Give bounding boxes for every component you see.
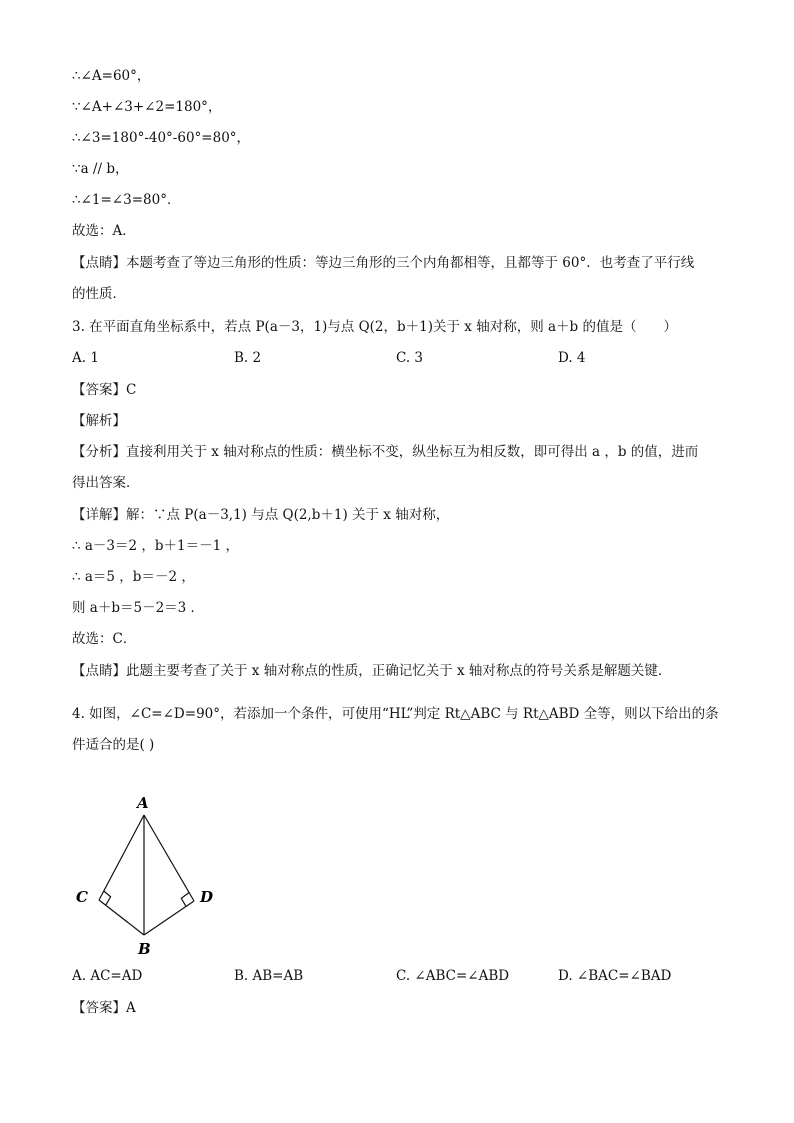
text-line: ∴∠1=∠3=80°． (72, 192, 181, 208)
q4-option-a: A. AC=AD (72, 968, 143, 984)
segment-ac (99, 815, 144, 900)
q3-answer: 【答案】C (72, 382, 137, 398)
q3-step1: ∴ a－3＝2 ，b＋1＝－1 ， (72, 538, 240, 554)
q4-option-b: B. AB=AB (234, 968, 304, 984)
text-line: 的性质． (72, 286, 126, 302)
kite-figure (64, 785, 234, 965)
q3-fenxi: 【分析】直接利用关于 x 轴对称点的性质：横坐标不变，纵坐标互为相反数，即可得出 a ，b 的值，进而 (72, 444, 699, 460)
text-line: ∴∠3=180°-40°-60°=80°， (72, 130, 251, 146)
text-line: 故选：A． (72, 223, 136, 239)
q4-option-d: D. ∠BAC=∠BAD (558, 968, 672, 984)
label-c: C (76, 888, 88, 906)
right-angle-mark-d (181, 893, 189, 907)
q3-option-c: C. 3 (396, 350, 424, 366)
text-line: ∴∠A=60°， (72, 68, 151, 84)
q3-fenxi-cont: 得出答案． (72, 475, 140, 491)
q3-option-d: D. 4 (558, 350, 586, 366)
q4-option-c: C. ∠ABC=∠ABD (396, 968, 510, 984)
q3-dianjing: 【点睛】此题主要考查了关于 x 轴对称点的性质，正确记忆关于 x 轴对称点的符号关系是解题关键． (72, 663, 672, 679)
q3-step2: ∴ a＝5 ，b＝－2 ， (72, 569, 195, 585)
right-angle-mark-c (104, 891, 111, 905)
dianjing-line: 【点睛】本题考查了等边三角形的性质：等边三角形的三个内角都相等，且都等于 60°．也考查了平行线 (72, 255, 695, 271)
q3-jiexi: 【解析】 (72, 413, 126, 429)
segment-cb (99, 900, 144, 935)
label-d: D (200, 888, 214, 906)
q3-option-b: B. 2 (234, 350, 262, 366)
q3-xiangjie: 【详解】解：∵点 P(a－3,1) 与点 Q(2,b＋1) 关于 x 轴对称， (72, 507, 450, 523)
q4-answer: 【答案】A (72, 1000, 136, 1016)
question-4-stem: 4. 如图，∠C=∠D=90°，若添加一个条件，可使用“HL”判定 Rt△ABC 与 Rt△ABD 全等，则以下给出的条 (72, 706, 719, 722)
text-line: ∵∠A+∠3+∠2=180°， (72, 99, 222, 115)
segment-ad (144, 815, 194, 901)
q3-xuan: 故选：C． (72, 631, 137, 647)
label-a: A (137, 794, 149, 812)
question-3-stem: 3. 在平面直角坐标系中，若点 P(a－3，1)与点 Q(2，b＋1)关于 x 轴对称，则 a＋b 的值是（ ） (72, 319, 677, 335)
label-b: B (138, 940, 151, 958)
question-4-stem-cont: 件适合的是( ) (72, 737, 155, 753)
text-line: ∵a // b， (72, 161, 129, 177)
q3-step3: 则 a＋b＝5－2＝3 ． (72, 600, 205, 616)
q3-option-a: A. 1 (72, 350, 99, 366)
